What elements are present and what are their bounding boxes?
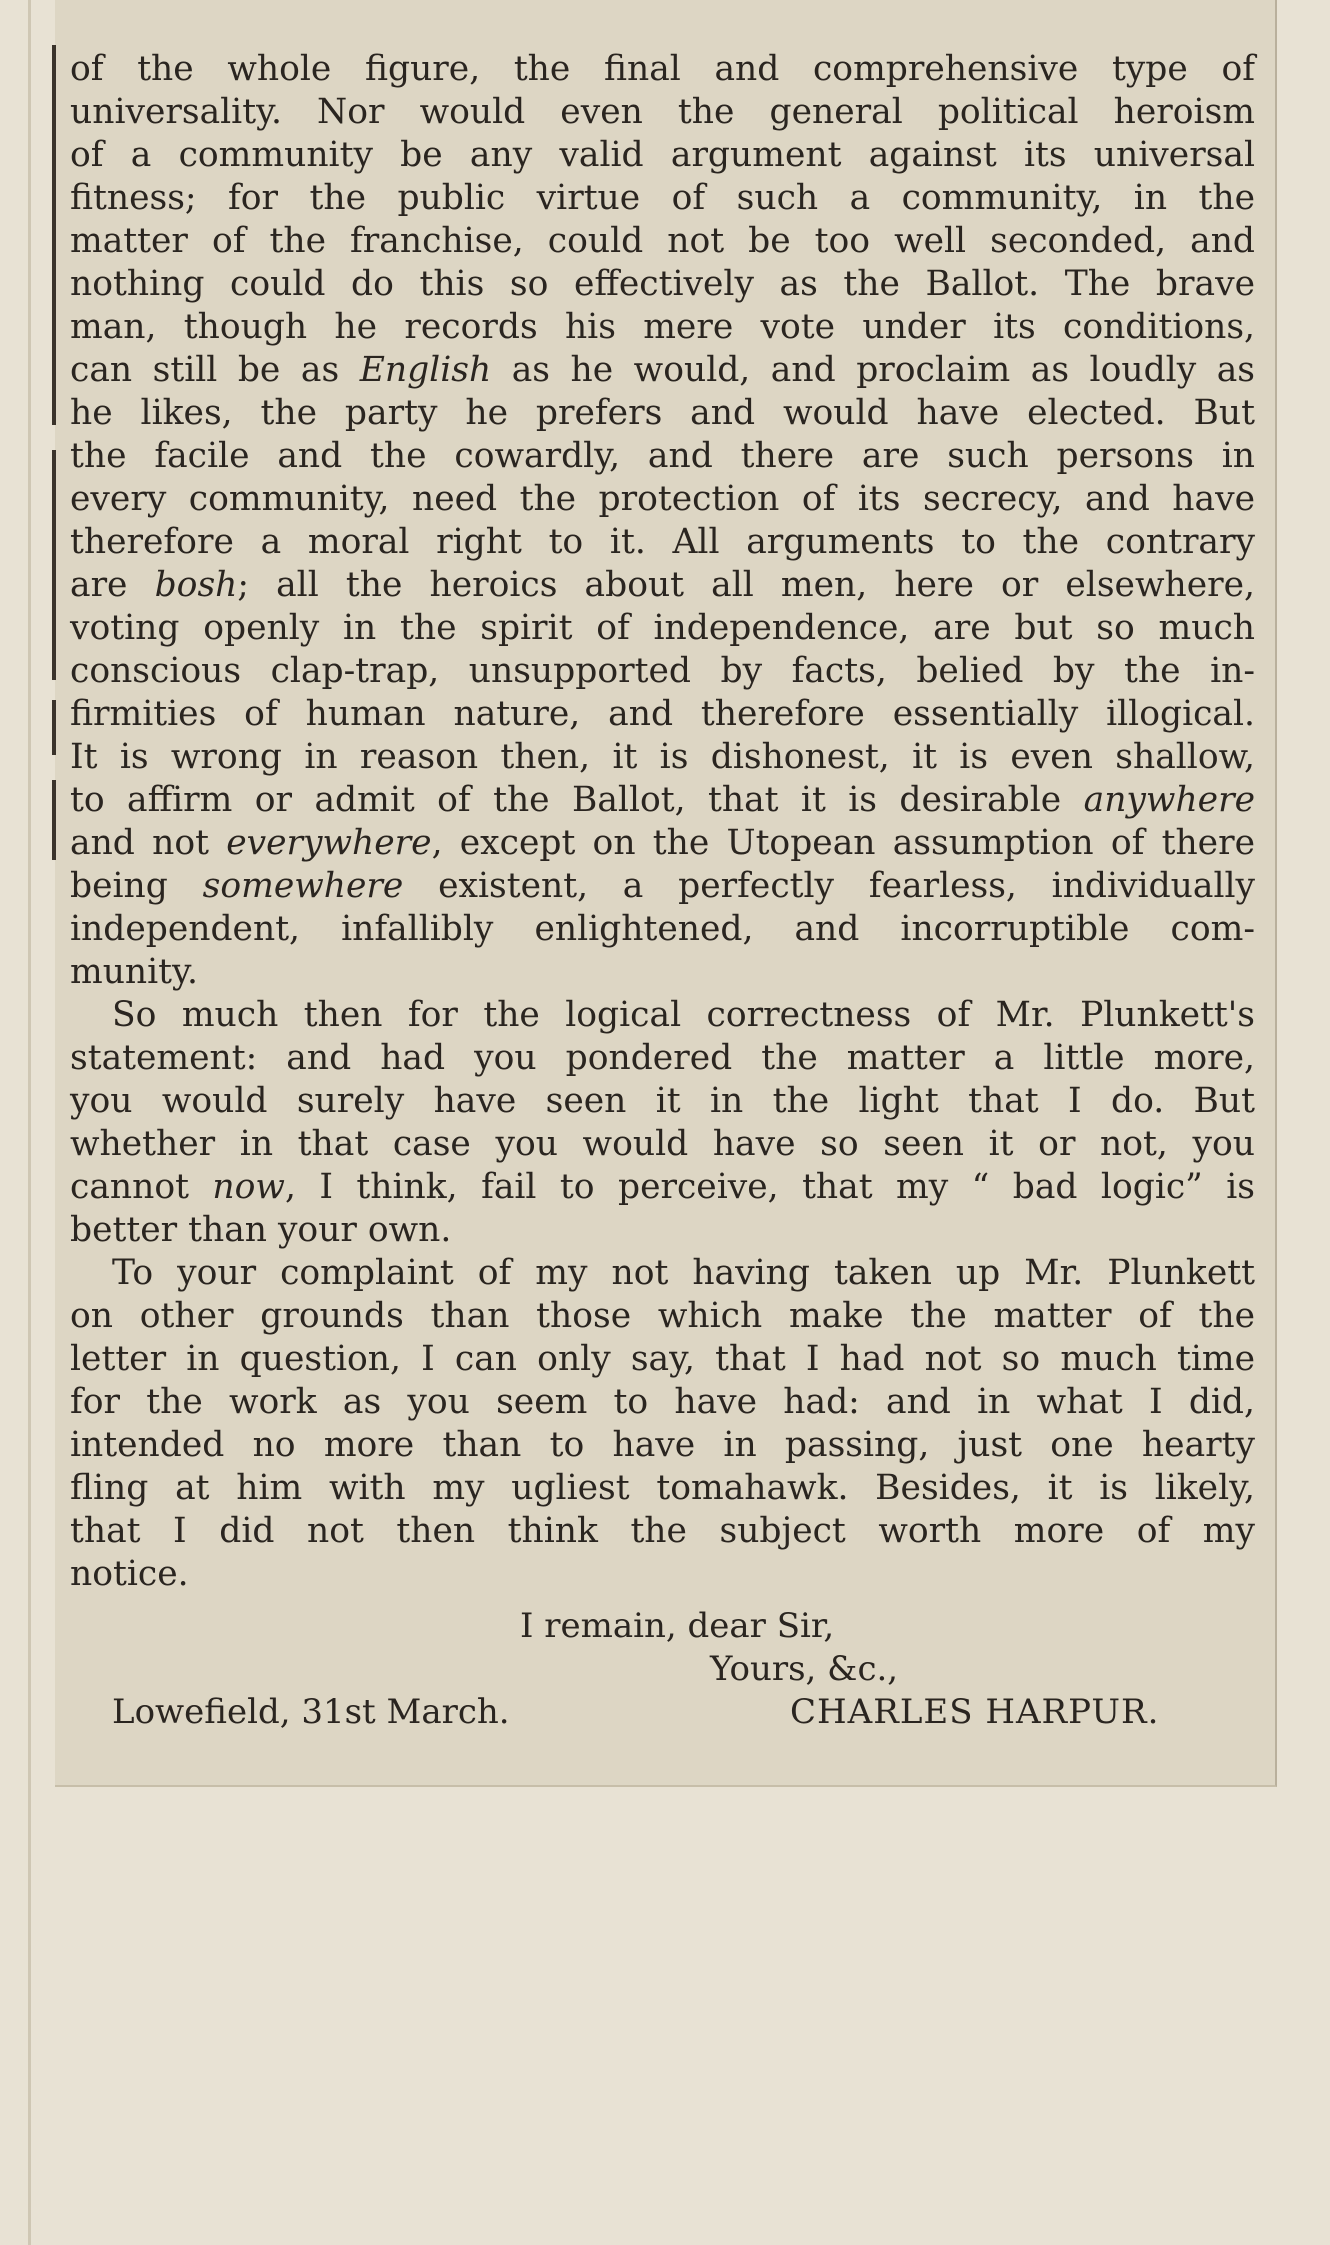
text-line: voting openly in the spirit of independence, are but so much [70,608,1255,648]
text-line: statement: and had you pondered the matter a little more, [70,1038,1255,1078]
letter-closing [70,1605,1255,1745]
text-line: are bosh; all the heroics about all men, here or elsewhere, [70,565,1255,605]
margin-rule-3 [52,700,56,755]
margin-rule-2 [52,450,56,680]
page-crease [28,0,31,2245]
text-line: independent, infallibly enlightened, and incorruptible com- [70,909,1255,949]
text-line: he likes, the party he prefers and would have elected. But [70,393,1255,433]
text-line: It is wrong in reason then, it is dishonest, it is even shallow, [70,737,1255,777]
closing-salutation: I remain, dear Sir, [520,1606,835,1646]
text-line: To your complaint of my not having taken up Mr. Plunkett [112,1253,1255,1293]
text-line: the facile and the cowardly, and there are such persons in [70,436,1255,476]
letter-body [70,48,1255,1596]
text-line: you would surely have seen it in the light that I do. But [70,1081,1255,1121]
text-line: letter in question, I can only say, that I had not so much time [70,1339,1255,1379]
text-line: can still be as English as he would, and proclaim as loudly as [70,350,1255,390]
text-line: better than your own. [70,1210,452,1250]
text-line: on other grounds than those which make the matter of the [70,1296,1255,1336]
text-line: firmities of human nature, and therefore essentially illogical. [70,694,1255,734]
text-line: intended no more than to have in passing, just one hearty [70,1425,1255,1465]
margin-rule-4 [52,780,56,860]
text-line: whether in that case you would have so seen it or not, you [70,1124,1255,1164]
text-line: conscious clap-trap, unsupported by facts, belied by the in- [70,651,1255,691]
text-line: fling at him with my ugliest tomahawk. Besides, it is likely, [70,1468,1255,1508]
text-line: for the work as you seem to have had: and in what I did, [70,1382,1255,1422]
text-line: universality. Nor would even the general political heroism [70,92,1255,132]
text-line: nothing could do this so effectively as the Ballot. The brave [70,264,1255,304]
text-line: that I did not then think the subject worth more of my [70,1511,1255,1551]
text-line: every community, need the protection of its secrecy, and have [70,479,1255,519]
text-line: being somewhere existent, a perfectly fearless, individually [70,866,1255,906]
signature: CHARLES HARPUR. [790,1692,1160,1732]
text-line: of a community be any valid argument against its universal [70,135,1255,175]
text-line: matter of the franchise, could not be too well seconded, and [70,221,1255,261]
text-line: So much then for the logical correctness of Mr. Plunkett's [112,995,1255,1035]
margin-rule-1 [52,45,56,425]
closing-yours: Yours, &c., [710,1649,899,1689]
text-line: cannot now, I think, fail to perceive, that my “ bad logic” is [70,1167,1255,1207]
text-line: man, though he records his mere vote under its conditions, [70,307,1255,347]
text-line: and not everywhere, except on the Utopean assumption of there [70,823,1255,863]
text-line: notice. [70,1554,189,1594]
text-line: therefore a moral right to it. All arguments to the contrary [70,522,1255,562]
place-date: Lowefield, 31st March. [112,1692,510,1732]
text-line: munity. [70,952,198,992]
text-line: to affirm or admit of the Ballot, that it is desirable anywhere [70,780,1255,820]
text-line: of the whole figure, the final and comprehensive type of [70,49,1255,89]
text-line: fitness; for the public virtue of such a community, in the [70,178,1255,218]
